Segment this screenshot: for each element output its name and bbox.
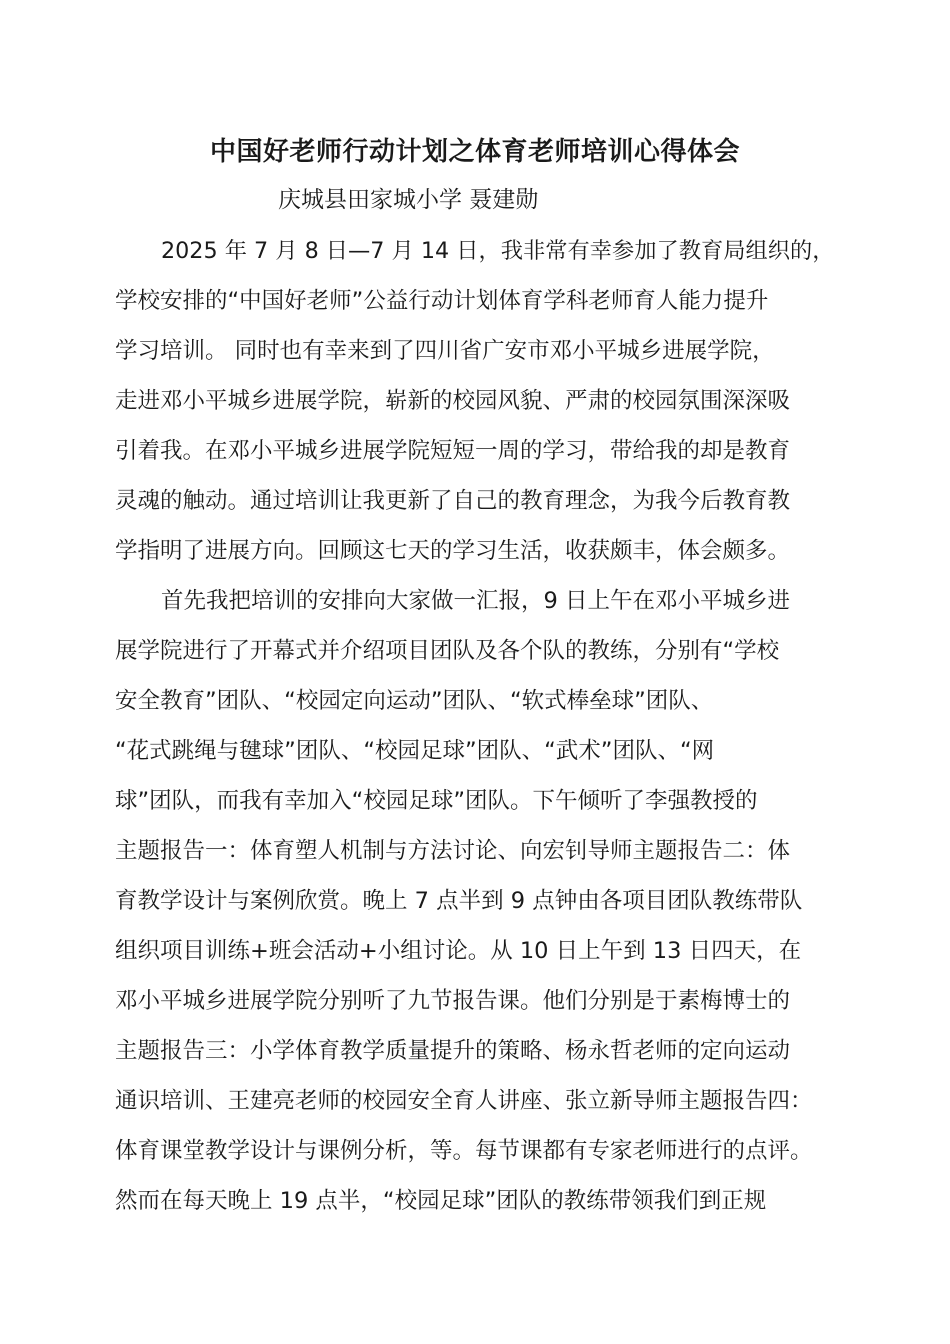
- author-byline: 庆城县田家城小学 聂建勋: [278, 187, 539, 213]
- paragraph-line: 育教学设计与案例欣赏。晚上 7 点半到 9 点钟由各项目团队教练带队: [115, 888, 803, 914]
- paragraph-line: 邓小平城乡进展学院分别听了九节报告课。他们分别是于素梅博士的: [115, 988, 791, 1014]
- paragraph-line: 主题报告一：体育塑人机制与方法讨论、向宏钊导师主题报告二：体: [115, 838, 791, 864]
- paragraph-line: 主题报告三：小学体育教学质量提升的策略、杨永哲老师的定向运动: [115, 1038, 791, 1064]
- paragraph-line: 球”团队，而我有幸加入“校园足球”团队。下午倾听了李强教授的: [115, 788, 758, 814]
- paragraph-line: 2025 年 7 月 8 日—7 月 14 日，我非常有幸参加了教育局组织的，: [161, 238, 835, 264]
- paragraph-line: 体育课堂教学设计与课例分析，等。每节课都有专家老师进行的点评。: [115, 1138, 813, 1164]
- paragraph-line: 首先我把培训的安排向大家做一汇报，9 日上午在邓小平城乡进: [161, 588, 790, 614]
- paragraph-line: 学校安排的“中国好老师”公益行动计划体育学科老师育人能力提升: [115, 288, 769, 314]
- paragraph-line: 灵魂的触动。通过培训让我更新了自己的教育理念，为我今后教育教: [115, 488, 791, 514]
- paragraph-line: 学指明了进展方向。回顾这七天的学习生活，收获颇丰，体会颇多。: [115, 538, 791, 564]
- paragraph-line: 安全教育”团队、“校园定向运动”团队、“软式棒垒球”团队、: [115, 688, 714, 714]
- paragraph-line: 学习培训。 同时也有幸来到了四川省广安市邓小平城乡进展学院，: [115, 338, 775, 364]
- paragraph-line: “花式跳绳与毽球”团队、“校园足球”团队、“武术”团队、“网: [115, 738, 715, 764]
- paragraph-line: 通识培训、王建亮老师的校园安全育人讲座、张立新导师主题报告四：: [115, 1088, 813, 1114]
- paragraph-line: 然而在每天晚上 19 点半，“校园足球”团队的教练带领我们到正规: [115, 1188, 767, 1214]
- paragraph-line: 展学院进行了开幕式并介绍项目团队及各个队的教练，分别有“学校: [115, 638, 780, 664]
- paragraph-line: 组织项目训练+班会活动+小组讨论。从 10 日上午到 13 日四天，在: [115, 938, 802, 964]
- paragraph-line: 走进邓小平城乡进展学院，崭新的校园风貌、严肃的校园氛围深深吸: [115, 388, 791, 414]
- document-title: 中国好老师行动计划之体育老师培训心得体会: [209, 137, 740, 167]
- paragraph-line: 引着我。在邓小平城乡进展学院短短一周的学习，带给我的却是教育: [115, 438, 791, 464]
